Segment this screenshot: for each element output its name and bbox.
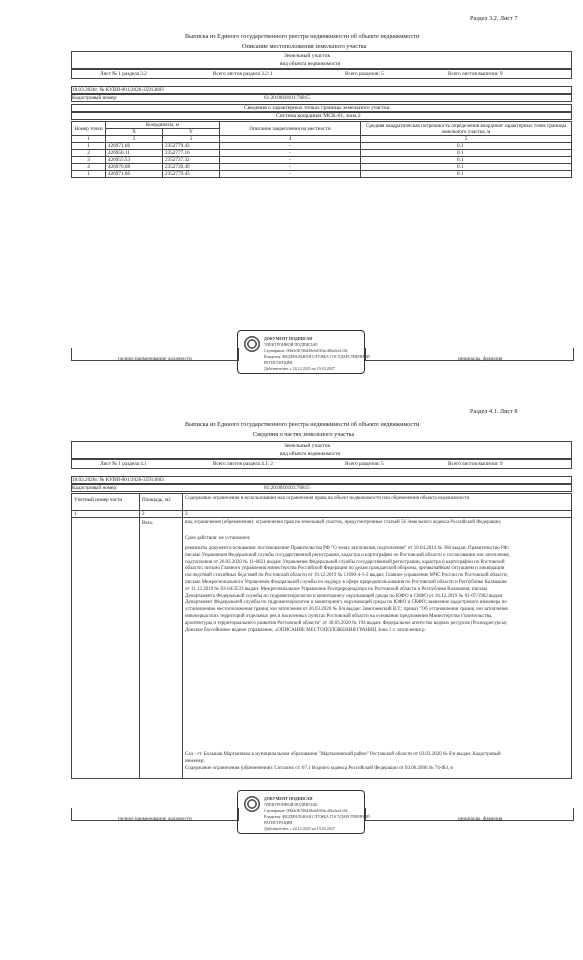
stamp-line: РЕГИСТРАЦИИ (264, 360, 293, 365)
idx-cell: 4 (220, 136, 361, 143)
col-number: Номер точки (72, 122, 106, 136)
cadastral-row (71, 94, 572, 102)
table-cell-a: 0.1 (361, 150, 572, 157)
block-title: Сведения о характерных точках границы земельного участка (244, 105, 390, 111)
section-label: Раздел 4.1. Лист 8 (470, 408, 518, 415)
table-cell-a: 0.1 (361, 157, 572, 164)
object-type-caption: вид объекта недвижимости (280, 451, 341, 457)
stamp-line: Сертификат: 00b0e3b7d6d28e6d1f0ac40fa2ea1c5d (264, 808, 348, 813)
sig-caption-left: полное наименование должности (118, 816, 192, 822)
object-type: Земельный участок (284, 53, 331, 59)
table-cell-d: - (220, 164, 361, 171)
doc-title: Выписка из Единого государственного реестра недвижимости об объекте недвижимости (185, 421, 420, 428)
col-coordinates: Координаты, м (106, 122, 220, 129)
table-cell-x: 426971.66 (106, 171, 163, 178)
parts-col-divider-2 (182, 493, 183, 779)
table-row (72, 157, 572, 164)
table-cell-y: 2352739.49 (163, 164, 220, 171)
col-part-number: Учетный номер части (74, 497, 123, 503)
emblem-icon (244, 796, 260, 812)
stamp-line: Владелец: ФЕДЕРАЛЬНАЯ СЛУЖБА ГОСУДАРСТВЕННОЙ (264, 814, 370, 819)
parts-header-sep (71, 510, 572, 511)
date-reference: 18.03.2026г. № КУВИ-001/2026-35913603 (72, 477, 164, 483)
idx-cell: 3 (185, 511, 188, 517)
section-label: Раздел 3.2. Лист 7 (470, 15, 518, 22)
sheets-in-section: Всего листов раздела 4.1: 2 (213, 461, 274, 467)
table-row (72, 171, 572, 178)
cadastral-label: Кадастровый номер: (72, 485, 118, 491)
table-cell-y: 2352777.16 (163, 150, 220, 157)
col-accuracy: Средняя квадратическая погрешность определения координат характерных точек границы земельного участка, м (361, 122, 572, 136)
table-cell-n: 4 (72, 164, 106, 171)
cadastral-row (71, 484, 572, 492)
table-cell-a: 0.1 (361, 143, 572, 150)
idx-cell: 1 (72, 136, 106, 143)
table-cell-d: - (220, 150, 361, 157)
content-paragraph: реквизиты документа-основания: постановление Правительства РФ "О зонах затопления, подтопления" от 18.04.2014 № 360 выдан: Правительство РФ; письмо Управления Федеральной службы государственной регистрации, кадастра и картографии по Ростовской области о согласовании зон затопления, подтопления от 26.02.2020 № 11-0821 выдан: Управление Федеральной службы государственной регистрации, кадастра и картографии по Ростовской области; письмо Главного управления министерства Российской Федерации по делам гражданской обороны, чрезвычайным ситуациям и ликвидации последствий стихийных бедствий по Ростовской области от 19.12.2019 № 11690-4-1-2 выдан: Главное управление МЧС России по Ростовской области; письмо Межрегионального Управления Федеральной службы по надзору в сфере природопользования по Ростовской области и Республике Калмыкия от 11.12.2019 № 03-04/3533 выдан: Межрегиональное Управление Росприроднадзора по Ростовской области и Республике Калмыкия; письмо Департамента Федеральной службы по гидрометеорологии и мониторингу окружающей среды по ЮФО и СКФО от 16.12.2019 № 01-07/1962 выдан: Департамент Федеральной службы по гидрометеорологии и мониторингу окружающей среды по ЮФО и СКФО; заявление кадастрового инженера по установлению местоположения границ зон затопления от 26.03.2020 № б/н выдан: Замотаевский В.Т.; приказ "Об установлении границ зон затопления новочеркасских территорий отдельных рек в населенных пунктах Ростовской области на основании предложения Министерства строительства, архитектуры и территориального развития Ростовской области" от 30.03.2020 № 194 выдан: Федеральное агентство водных ресурсов (Росводресурсы) Донское бассейновое водное управление; «ОПИСАНИЕ МЕСТОПОЛОЖЕНИЯ ГРАНИЦ Зона 1 з. затопления р. (185, 546, 510, 633)
table-cell-d: - (220, 171, 361, 178)
e-signature-stamp (237, 790, 370, 834)
table-cell-y: 2352737.32 (163, 157, 220, 164)
idx-cell: 5 (361, 136, 572, 143)
cadastral-number: 61:20:0010101:76815 (264, 485, 310, 491)
doc-subtitle: Сведения о частях земельного участка (253, 431, 355, 438)
table-cell-n: 3 (72, 157, 106, 164)
table-cell-n: 1 (72, 143, 106, 150)
table-cell-n: 2 (72, 150, 106, 157)
doc-subtitle: Описание местоположения земельного участка (242, 43, 367, 50)
stamp-line: Действителен: с 24.12.2025 по 19.03.2027 (264, 366, 335, 371)
content-paragraph: Содержание ограничения (обременения): Согласно ст. 67.1 Водного кодекса Российской Федерации от 03.06.2006 № 74-ФЗ, в (185, 766, 453, 771)
object-type: Земельный участок (284, 443, 331, 449)
sections-total: Всего разделов: 5 (345, 71, 384, 77)
col-content: Содержание ограничения в использовании или ограничения права на объект недвижимости или обременения объекта недвижимости (185, 496, 470, 501)
stamp-line: ЭЛЕКТРОННОЙ ПОДПИСЬЮ (264, 802, 318, 807)
points-table (71, 121, 572, 178)
table-cell-a: 0.1 (361, 164, 572, 171)
idx-cell: 2 (142, 511, 145, 517)
index-row (72, 136, 572, 143)
emblem-icon (244, 336, 260, 352)
coord-system: Система координат МСК-61, зона 2 (276, 113, 361, 119)
stamp-line: ДОКУМЕНТ ПОДПИСАН (264, 336, 313, 341)
table-cell-y: 2352779.43 (163, 143, 220, 150)
date-reference: 18.03.2026г. № КУВИ-001/2026-35913603 (72, 87, 164, 93)
table-row (72, 150, 572, 157)
cadastral-number: 61:20:0010101:76815 (264, 95, 310, 101)
content-paragraph: Срок действия: не установлен; (185, 536, 251, 541)
stamp-line: ЭЛЕКТРОННОЙ ПОДПИСЬЮ (264, 342, 318, 347)
stamp-line: Сертификат: 00b0e3b7d6d28e6d1f0ac40fa2ea1c5d (264, 348, 348, 353)
table-cell-x: 426971.66 (106, 143, 163, 150)
object-type-caption: вид объекта недвижимости (280, 61, 341, 67)
table-cell-x: 426950.11 (106, 150, 163, 157)
page-2 (0, 400, 583, 960)
col-description: Описание закрепления на местности (220, 122, 361, 136)
stamp-line: РЕГИСТРАЦИИ (264, 820, 293, 825)
table-cell-d: - (220, 143, 361, 150)
sig-caption-right: инициалы, фамилия (458, 356, 503, 362)
sheets-total: Всего листов выписки: 9 (448, 71, 503, 77)
table-cell-a: 0.1 (361, 171, 572, 178)
parts-col-divider-1 (139, 493, 140, 779)
stamp-line: Владелец: ФЕДЕРАЛЬНАЯ СЛУЖБА ГОСУДАРСТВЕННОЙ (264, 354, 370, 359)
e-signature-stamp (237, 330, 370, 374)
sheets-total: Всего листов выписки: 9 (448, 461, 503, 467)
parts-index-sep (71, 517, 572, 518)
sheet-number: Лист № 1 раздела 3.2 (100, 71, 147, 77)
idx-cell: 2 (106, 136, 163, 143)
page-1 (0, 0, 583, 400)
table-cell-n: 1 (72, 171, 106, 178)
content-paragraph: вид ограничения (обременения): ограничения прав на земельный участок, предусмотренные статьей 56 Земельного кодекса Российской Федерации; (185, 520, 502, 525)
area-value: Весь (142, 520, 153, 526)
sheets-in-section: Всего листов раздела 3.2: 1 (213, 71, 274, 77)
col-area: Площадь, м2 (142, 497, 171, 503)
table-row (72, 143, 572, 150)
content-paragraph: Сал - ст. Большая Мартыновка в муниципальном образовании "Мартыновский район" Ростовской области от 03.03.2020 № б/н выдан: Кадастровый инженер; (185, 752, 501, 764)
cadastral-label: Кадастровый номер: (72, 95, 118, 101)
idx-cell: 1 (74, 511, 77, 517)
sheet-number: Лист № 1 раздела 4.1 (100, 461, 147, 467)
idx-cell: 3 (163, 136, 220, 143)
col-y: Y (163, 129, 220, 136)
stamp-line: Действителен: с 24.12.2025 по 19.03.2027 (264, 826, 335, 831)
sig-caption-right: инициалы, фамилия (458, 816, 503, 822)
table-cell-x: 426976.08 (106, 164, 163, 171)
table-cell-d: - (220, 157, 361, 164)
table-cell-x: 426955.53 (106, 157, 163, 164)
stamp-line: ДОКУМЕНТ ПОДПИСАН (264, 796, 313, 801)
doc-title: Выписка из Единого государственного реестра недвижимости об объекте недвижимости (185, 33, 420, 40)
col-x: X (106, 129, 163, 136)
table-row (72, 164, 572, 171)
table-cell-y: 2352779.43 (163, 171, 220, 178)
sig-caption-left: полное наименование должности (118, 356, 192, 362)
sections-total: Всего разделов: 5 (345, 461, 384, 467)
